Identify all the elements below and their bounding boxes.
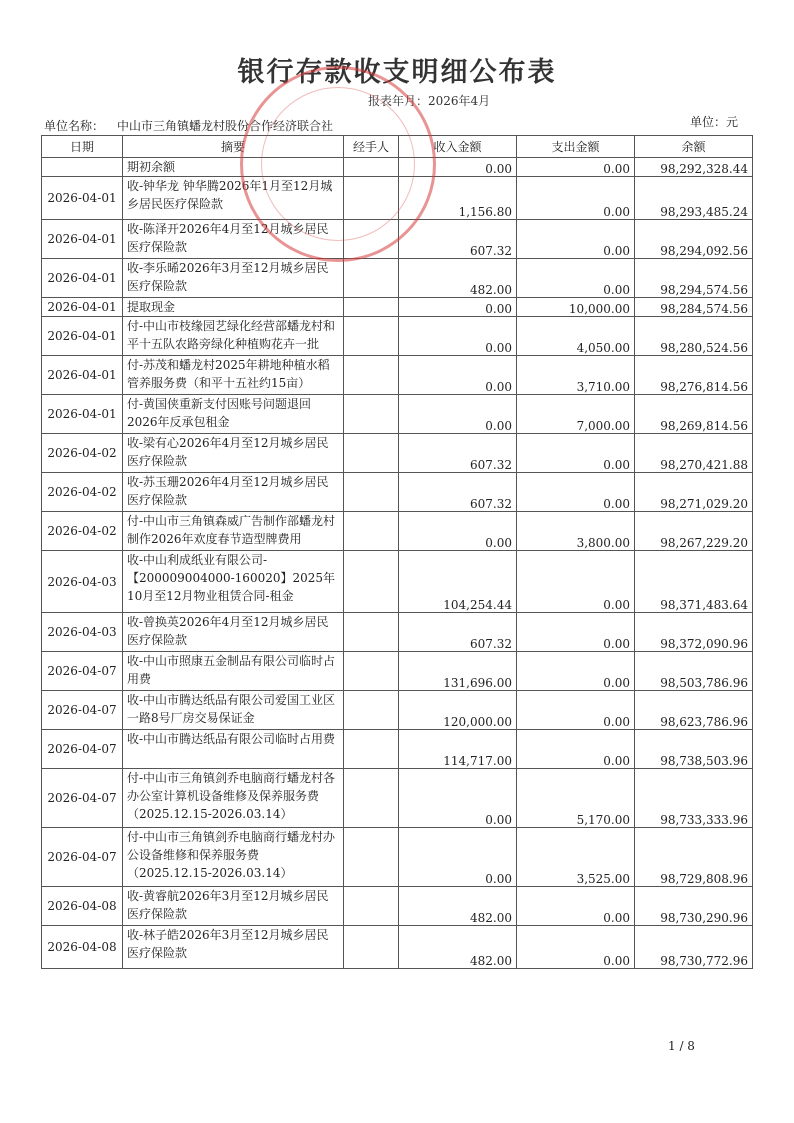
balance-cell: 98,729,808.96 (635, 828, 753, 887)
table-row (42, 613, 753, 652)
expense-cell: 0.00 (517, 473, 635, 512)
income-cell: 0.00 (399, 356, 517, 395)
table-row (42, 395, 753, 434)
table-row (42, 356, 753, 395)
page-title: 银行存款收支明细公布表 (237, 57, 557, 88)
table-row (42, 926, 753, 969)
expense-cell: 0.00 (517, 730, 635, 769)
handler-cell (344, 158, 399, 177)
summary-cell: 付-中山市三角镇森威广告制作部蟠龙村制作2026年欢度春节造型牌费用 (123, 512, 344, 551)
balance-cell: 98,294,574.56 (635, 259, 753, 298)
summary-cell: 收-中山市照康五金制品有限公司临时占用费 (123, 652, 344, 691)
table-row (42, 473, 753, 512)
balance-cell: 98,280,524.56 (635, 317, 753, 356)
balance-cell: 98,294,092.56 (635, 220, 753, 259)
summary-cell: 收-林子皓2026年3月至12月城乡居民医疗保险款 (123, 926, 344, 969)
column-header-balance: 余额 (635, 136, 753, 158)
expense-cell: 10,000.00 (517, 298, 635, 317)
table-row (42, 317, 753, 356)
summary-cell: 付-中山市三角镇剑乔电脑商行蟠龙村各办公室计算机设备维修及保养服务费（2025.12.15-2026.03.14） (123, 769, 344, 828)
handler-cell (344, 177, 399, 220)
currency-unit: 单位：元 (690, 115, 739, 129)
expense-cell: 3,525.00 (517, 828, 635, 887)
table-row (42, 652, 753, 691)
handler-cell (344, 926, 399, 969)
page-number: 1 / 8 (668, 1039, 695, 1053)
handler-cell (344, 473, 399, 512)
handler-cell (344, 887, 399, 926)
date-cell: 2026-04-01 (42, 356, 123, 395)
income-cell: 0.00 (399, 769, 517, 828)
income-cell: 607.32 (399, 613, 517, 652)
summary-cell: 付-中山市枝缘园艺绿化经营部蟠龙村和平十五队农路旁绿化种植购花卉一批 (123, 317, 344, 356)
expense-cell: 0.00 (517, 691, 635, 730)
balance-cell: 98,623,786.96 (635, 691, 753, 730)
date-cell: 2026-04-03 (42, 551, 123, 613)
handler-cell (344, 613, 399, 652)
income-cell: 120,000.00 (399, 691, 517, 730)
balance-cell: 98,284,574.56 (635, 298, 753, 317)
summary-cell: 收-李乐晞2026年3月至12月城乡居民医疗保险款 (123, 259, 344, 298)
table-row (42, 551, 753, 613)
date-cell: 2026-04-07 (42, 691, 123, 730)
summary-cell: 收-中山市腾达纸品有限公司临时占用费 (123, 730, 344, 769)
handler-cell (344, 259, 399, 298)
expense-cell: 0.00 (517, 259, 635, 298)
date-cell: 2026-04-02 (42, 512, 123, 551)
summary-cell: 付-中山市三角镇剑乔电脑商行蟠龙村办公设备维修和保养服务费（2025.12.15-2026.03.14） (123, 828, 344, 887)
column-header-expense: 支出金额 (517, 136, 635, 158)
expense-cell: 4,050.00 (517, 317, 635, 356)
table-row (42, 512, 753, 551)
expense-cell: 7,000.00 (517, 395, 635, 434)
expense-cell: 0.00 (517, 434, 635, 473)
date-cell: 2026-04-08 (42, 926, 123, 969)
income-cell: 482.00 (399, 887, 517, 926)
summary-cell: 收-中山利成纸业有限公司-【200009004000-160020】2025年10月至12月物业租赁合同-租金 (123, 551, 344, 613)
column-header-income: 收入金额 (399, 136, 517, 158)
balance-cell: 98,293,485.24 (635, 177, 753, 220)
balance-cell: 98,292,328.44 (635, 158, 753, 177)
summary-cell: 期初余额 (123, 158, 344, 177)
date-cell: 2026-04-01 (42, 317, 123, 356)
expense-cell: 3,710.00 (517, 356, 635, 395)
expense-cell: 5,170.00 (517, 769, 635, 828)
handler-cell (344, 317, 399, 356)
balance-cell: 98,372,090.96 (635, 613, 753, 652)
handler-cell (344, 512, 399, 551)
date-cell: 2026-04-01 (42, 395, 123, 434)
summary-cell: 收-陈泽开2026年4月至12月城乡居民医疗保险款 (123, 220, 344, 259)
date-cell: 2026-04-01 (42, 177, 123, 220)
date-cell: 2026-04-01 (42, 220, 123, 259)
date-cell: 2026-04-03 (42, 613, 123, 652)
handler-cell (344, 356, 399, 395)
income-cell: 0.00 (399, 298, 517, 317)
date-cell: 2026-04-07 (42, 769, 123, 828)
table-header-row (42, 136, 753, 158)
income-cell: 607.32 (399, 434, 517, 473)
income-cell: 607.32 (399, 473, 517, 512)
expense-cell: 0.00 (517, 177, 635, 220)
balance-cell: 98,730,290.96 (635, 887, 753, 926)
report-period: 报表年月：2026年4月 (368, 94, 491, 108)
handler-cell (344, 691, 399, 730)
column-header-handler: 经手人 (344, 136, 399, 158)
balance-cell: 98,269,814.56 (635, 395, 753, 434)
ledger-table (41, 135, 753, 969)
income-cell: 104,254.44 (399, 551, 517, 613)
summary-cell: 收-曾换英2026年4月至12月城乡居民医疗保险款 (123, 613, 344, 652)
handler-cell (344, 395, 399, 434)
handler-cell (344, 730, 399, 769)
summary-cell: 收-梁有心2026年4月至12月城乡居民医疗保险款 (123, 434, 344, 473)
income-cell: 482.00 (399, 259, 517, 298)
date-cell: 2026-04-01 (42, 298, 123, 317)
date-cell: 2026-04-01 (42, 259, 123, 298)
table-row (42, 691, 753, 730)
balance-cell: 98,738,503.96 (635, 730, 753, 769)
table-row (42, 298, 753, 317)
income-cell: 1,156.80 (399, 177, 517, 220)
date-cell: 2026-04-08 (42, 887, 123, 926)
income-cell: 0.00 (399, 395, 517, 434)
income-cell: 114,717.00 (399, 730, 517, 769)
summary-cell: 提取现金 (123, 298, 344, 317)
expense-cell: 0.00 (517, 613, 635, 652)
summary-cell: 收-苏玉珊2026年4月至12月城乡居民医疗保险款 (123, 473, 344, 512)
handler-cell (344, 220, 399, 259)
balance-cell: 98,733,333.96 (635, 769, 753, 828)
income-cell: 131,696.00 (399, 652, 517, 691)
table-row (42, 220, 753, 259)
date-cell (42, 158, 123, 177)
expense-cell: 0.00 (517, 887, 635, 926)
column-header-summary: 摘要 (123, 136, 344, 158)
date-cell: 2026-04-02 (42, 434, 123, 473)
balance-cell: 98,503,786.96 (635, 652, 753, 691)
summary-cell: 付-苏茂和蟠龙村2025年耕地种植水稻管养服务费（和平十五社约15亩） (123, 356, 344, 395)
expense-cell: 0.00 (517, 652, 635, 691)
balance-cell: 98,271,029.20 (635, 473, 753, 512)
summary-cell: 付-黄国侠重新支付因账号问题退回2026年反承包租金 (123, 395, 344, 434)
expense-cell: 0.00 (517, 158, 635, 177)
income-cell: 0.00 (399, 828, 517, 887)
handler-cell (344, 551, 399, 613)
summary-cell: 收-钟华龙 钟华腾2026年1月至12月城乡居民医疗保险款 (123, 177, 344, 220)
date-cell: 2026-04-02 (42, 473, 123, 512)
balance-cell: 98,730,772.96 (635, 926, 753, 969)
table-row (42, 828, 753, 887)
table-row (42, 769, 753, 828)
date-cell: 2026-04-07 (42, 828, 123, 887)
table-row (42, 434, 753, 473)
table-row (42, 730, 753, 769)
table-row (42, 259, 753, 298)
balance-cell: 98,276,814.56 (635, 356, 753, 395)
unit-name-label: 单位名称： (44, 119, 105, 133)
table-row (42, 158, 753, 177)
handler-cell (344, 769, 399, 828)
balance-cell: 98,371,483.64 (635, 551, 753, 613)
income-cell: 0.00 (399, 512, 517, 551)
balance-cell: 98,267,229.20 (635, 512, 753, 551)
expense-cell: 0.00 (517, 926, 635, 969)
date-cell: 2026-04-07 (42, 652, 123, 691)
handler-cell (344, 828, 399, 887)
income-cell: 482.00 (399, 926, 517, 969)
summary-cell: 收-黄睿航2026年3月至12月城乡居民医疗保险款 (123, 887, 344, 926)
income-cell: 607.32 (399, 220, 517, 259)
balance-cell: 98,270,421.88 (635, 434, 753, 473)
handler-cell (344, 652, 399, 691)
expense-cell: 0.00 (517, 551, 635, 613)
date-cell: 2026-04-07 (42, 730, 123, 769)
unit-name: 中山市三角镇蟠龙村股份合作经济联合社 (117, 119, 334, 133)
handler-cell (344, 434, 399, 473)
table-row (42, 887, 753, 926)
income-cell: 0.00 (399, 317, 517, 356)
handler-cell (344, 298, 399, 317)
table-row (42, 177, 753, 220)
summary-cell: 收-中山市腾达纸品有限公司爱国工业区一路8号厂房交易保证金 (123, 691, 344, 730)
expense-cell: 0.00 (517, 220, 635, 259)
column-header-date: 日期 (42, 136, 123, 158)
expense-cell: 3,800.00 (517, 512, 635, 551)
income-cell: 0.00 (399, 158, 517, 177)
